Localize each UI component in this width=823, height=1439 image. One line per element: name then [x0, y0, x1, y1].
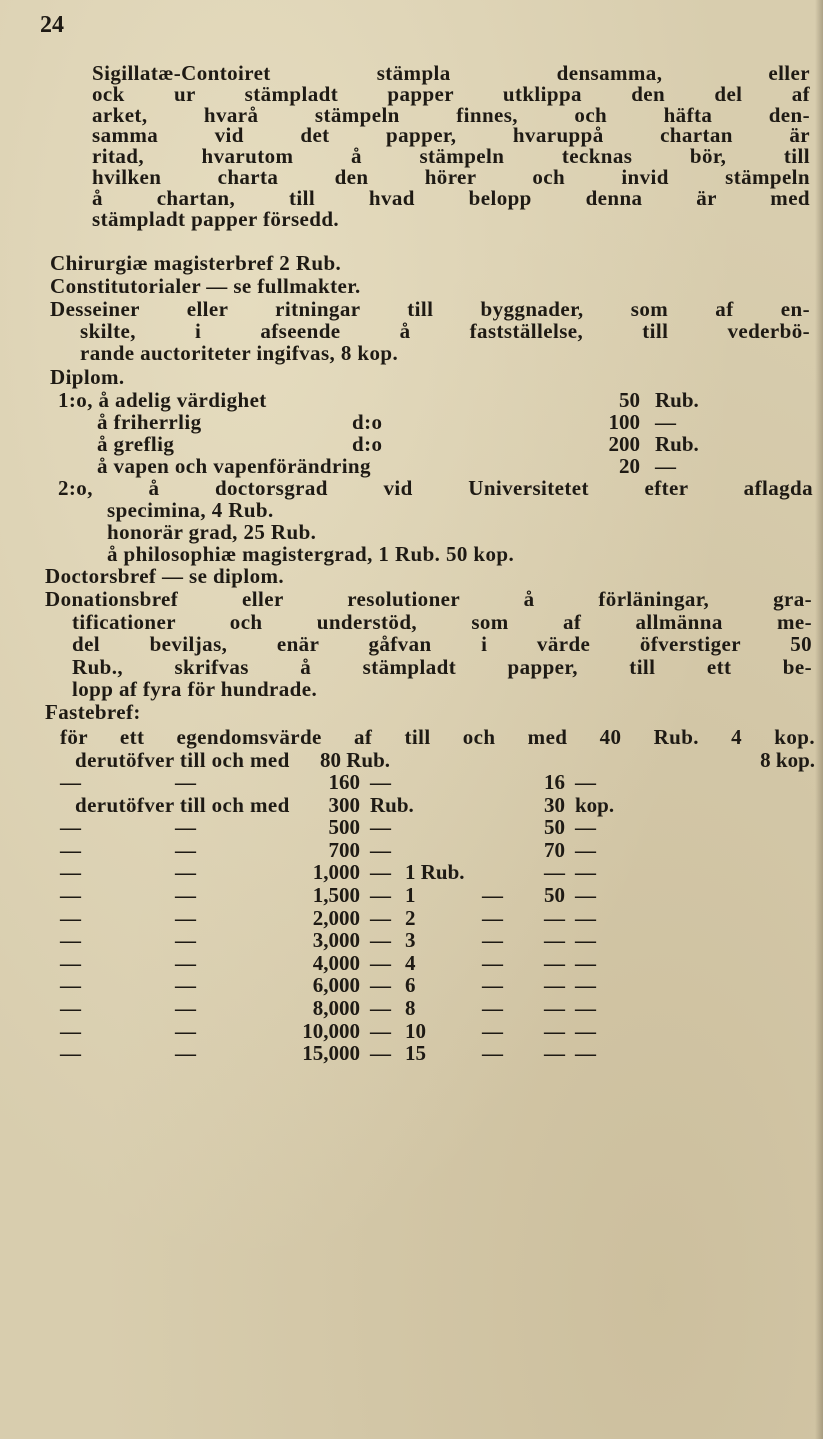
fastebref-row-rub: 4	[405, 950, 416, 975]
fastebref-row-value: 4,000	[312, 950, 360, 975]
fastebref-row-unit: —	[370, 905, 391, 930]
diplom-item-amount: 20	[619, 454, 640, 478]
fastebref-row-kop: 16	[544, 770, 565, 794]
fastebref-row-label: derutöfver till och med	[75, 748, 290, 772]
ditto-dash: —	[60, 883, 81, 907]
diplom-item-label: å friherrlig	[97, 410, 202, 434]
ditto-dash: —	[60, 860, 81, 885]
fastebref-row-unit: Rub.	[370, 792, 414, 817]
fastebref-row-value: 10,000	[302, 1018, 360, 1043]
ditto-dash: —	[60, 837, 81, 862]
diplom-item-amount: 50	[619, 388, 640, 412]
fastebref-row-dash: —	[482, 1018, 503, 1043]
paragraph-line: hvilken charta den hörer och invid stämpeln	[92, 165, 810, 189]
fastebref-row-rub: 1	[405, 883, 416, 907]
ditto-dash: —	[175, 905, 196, 930]
fastebref-row-fee: 8 kop.	[760, 748, 815, 772]
fastebref-row-value: 700	[328, 837, 360, 862]
fastebref-row-value: 160	[328, 770, 360, 794]
fastebref-row-rub: 2	[405, 905, 416, 930]
fastebref-row-unit: —	[575, 905, 596, 930]
fastebref-row-dash: —	[482, 928, 503, 953]
diplom-item-label: å greflig	[97, 432, 175, 456]
diplom-doctor-line: å philosophiæ magistergrad, 1 Rub. 50 kop.	[107, 542, 515, 566]
fastebref-row-dash: —	[482, 973, 503, 998]
fastebref-row-unit: —	[370, 928, 391, 953]
fastebref-row-unit: —	[370, 815, 391, 840]
fastebref-row-unit: —	[370, 950, 391, 975]
paragraph-line: ritad, hvarutom å stämpeln tecknas bör, till	[92, 144, 810, 169]
ditto-dash: —	[175, 1018, 196, 1043]
fastebref-row-unit: —	[370, 1018, 391, 1043]
entry-donationsbref-line: Donationsbref eller resolutioner å förläningar, gra-	[45, 587, 812, 611]
fastebref-row-unit: —	[370, 837, 391, 862]
fastebref-row-value: 500	[328, 815, 360, 840]
fastebref-row-kop: —	[544, 996, 565, 1020]
diplom-item-ditto: d:o	[352, 432, 383, 456]
fastebref-row-value: 80 Rub.	[320, 748, 391, 772]
fastebref-row-unit: —	[575, 1041, 596, 1066]
ditto-dash: —	[175, 950, 196, 975]
fastebref-row-kop: 50	[544, 883, 565, 907]
ditto-dash: —	[175, 815, 196, 840]
section-heading-fastebref: Fastebref:	[45, 700, 141, 724]
fastebref-row-dash: —	[482, 905, 503, 930]
fastebref-row-value: 8,000	[312, 996, 360, 1020]
fastebref-row-kop: —	[544, 973, 565, 998]
ditto-dash: —	[60, 973, 81, 998]
paragraph-line: samma vid det papper, hvaruppå chartan är	[92, 123, 810, 148]
fastebref-row-value: 300	[328, 792, 360, 817]
fastebref-row-unit: —	[575, 883, 596, 907]
fastebref-row-kop: —	[544, 950, 565, 975]
entry-donationsbref-line: lopp af fyra för hundrade.	[72, 677, 318, 701]
diplom-item-unit: —	[655, 410, 676, 434]
fastebref-row-value: 1,500	[312, 883, 360, 907]
fastebref-row-kop: 70	[544, 837, 565, 862]
diplom-doctor-line: specimina, 4 Rub.	[107, 498, 274, 522]
ditto-dash: —	[60, 815, 81, 840]
entry-donationsbref-line: del beviljas, enär gåfvan i värde öfverstiger 50	[72, 632, 812, 656]
fastebref-row-dash: —	[482, 950, 503, 975]
entry-constitutorialer: Constitutorialer — se fullmakter.	[50, 274, 361, 298]
entry-desseiner-line: rande auctoriteter ingifvas, 8 kop.	[80, 341, 399, 365]
fastebref-row-dash: —	[482, 996, 503, 1020]
fastebref-row-unit: —	[370, 860, 391, 885]
fastebref-row-unit: —	[575, 1018, 596, 1043]
fastebref-row-label: derutöfver till och med	[75, 792, 290, 817]
fastebref-row-unit: —	[370, 973, 391, 998]
diplom-item-unit: Rub.	[655, 388, 699, 412]
paragraph-line: å chartan, till hvad belopp denna är med	[92, 185, 810, 210]
fastebref-row-kop: —	[544, 905, 565, 930]
fastebref-row-rub: 15	[405, 1041, 426, 1066]
fastebref-row-unit: —	[575, 837, 596, 862]
page-edge-shadow	[815, 0, 823, 1439]
ditto-dash: —	[60, 996, 81, 1020]
fastebref-row-unit: —	[575, 815, 596, 840]
fastebref-row-unit: —	[575, 973, 596, 998]
diplom-item-unit: —	[655, 454, 676, 478]
fastebref-row-kop: —	[544, 928, 565, 953]
page-number: 24	[40, 12, 64, 38]
fastebref-row-unit: —	[575, 928, 596, 953]
ditto-dash: —	[60, 905, 81, 930]
ditto-dash: —	[175, 1041, 196, 1066]
ditto-dash: —	[60, 1041, 81, 1066]
ditto-dash: —	[175, 973, 196, 998]
diplom-doctor-line: honorär grad, 25 Rub.	[107, 520, 317, 544]
fastebref-row-kop: 30	[544, 792, 565, 817]
ditto-dash: —	[175, 770, 196, 794]
fastebref-row-value: 15,000	[302, 1041, 360, 1066]
fastebref-row-rub: 3	[405, 928, 416, 953]
diplom-item-label: å vapen och vapenförändring	[97, 454, 371, 478]
fastebref-row-unit: —	[575, 860, 596, 885]
fastebref-row-unit: —	[575, 996, 596, 1020]
diplom-doctor-line: 2:o, å doctorsgrad vid Universitetet efter aflagda	[58, 476, 813, 500]
fastebref-row-dash: —	[482, 883, 503, 907]
fastebref-row-value: 3,000	[312, 928, 360, 953]
fastebref-row-unit: kop.	[575, 792, 615, 817]
fastebref-row-value: 1,000	[312, 860, 360, 885]
diplom-item-label: 1:o, å adelig värdighet	[58, 388, 267, 412]
fastebref-row-kop: 50	[544, 815, 565, 840]
diplom-item-ditto: d:o	[352, 410, 383, 434]
fastebref-row-rub: 1 Rub.	[405, 860, 465, 885]
ditto-dash: —	[175, 928, 196, 953]
fastebref-row-unit: —	[370, 1041, 391, 1066]
fastebref-row-unit: —	[370, 770, 391, 794]
ditto-dash: —	[175, 837, 196, 862]
entry-desseiner-line: Desseiner eller ritningar till byggnader, som af en-	[50, 297, 810, 321]
ditto-dash: —	[175, 996, 196, 1020]
diplom-item-amount: 100	[608, 410, 640, 434]
paragraph-line: Sigillatæ-Contoiret stämpla densamma, eller	[92, 61, 810, 85]
fastebref-first-line: för ett egendomsvärde af till och med 40 Rub. 4 kop.	[60, 725, 815, 749]
fastebref-row-unit: —	[370, 996, 391, 1020]
fastebref-row-value: 2,000	[312, 905, 360, 930]
ditto-dash: —	[60, 950, 81, 975]
paragraph-line: stämpladt papper försedd.	[92, 206, 340, 231]
paragraph-line: arket, hvarå stämpeln finnes, och häfta den-	[92, 102, 810, 127]
ditto-dash: —	[175, 860, 196, 885]
diplom-item-unit: Rub.	[655, 432, 699, 456]
ditto-dash: —	[60, 770, 81, 794]
entry-desseiner-line: skilte, i afseende å fastställelse, till vederbö-	[80, 319, 810, 343]
entry-donationsbref-line: Rub., skrifvas å stämpladt papper, till ett be-	[72, 654, 812, 679]
fastebref-row-unit: —	[575, 950, 596, 975]
entry-chirurgiae: Chirurgiæ magisterbref 2 Rub.	[50, 251, 342, 275]
ditto-dash: —	[60, 1018, 81, 1043]
fastebref-row-rub: 8	[405, 996, 416, 1020]
fastebref-row-rub: 6	[405, 973, 416, 998]
ditto-dash: —	[175, 883, 196, 907]
section-heading-diplom: Diplom.	[50, 365, 125, 389]
fastebref-row-unit: —	[370, 883, 391, 907]
paragraph-line: ock ur stämpladt papper utklippa den del af	[92, 81, 810, 106]
fastebref-row-rub: 10	[405, 1018, 426, 1043]
entry-doctorsbref: Doctorsbref — se diplom.	[45, 564, 285, 588]
fastebref-row-dash: —	[482, 1041, 503, 1066]
ditto-dash: —	[60, 928, 81, 953]
entry-donationsbref-line: tificationer och understöd, som af allmänna me-	[72, 609, 812, 634]
fastebref-row-unit: —	[575, 770, 596, 794]
diplom-item-amount: 200	[608, 432, 640, 456]
fastebref-row-kop: —	[544, 1041, 565, 1066]
fastebref-row-value: 6,000	[312, 973, 360, 998]
fastebref-row-kop: —	[544, 860, 565, 885]
fastebref-row-kop: —	[544, 1018, 565, 1043]
